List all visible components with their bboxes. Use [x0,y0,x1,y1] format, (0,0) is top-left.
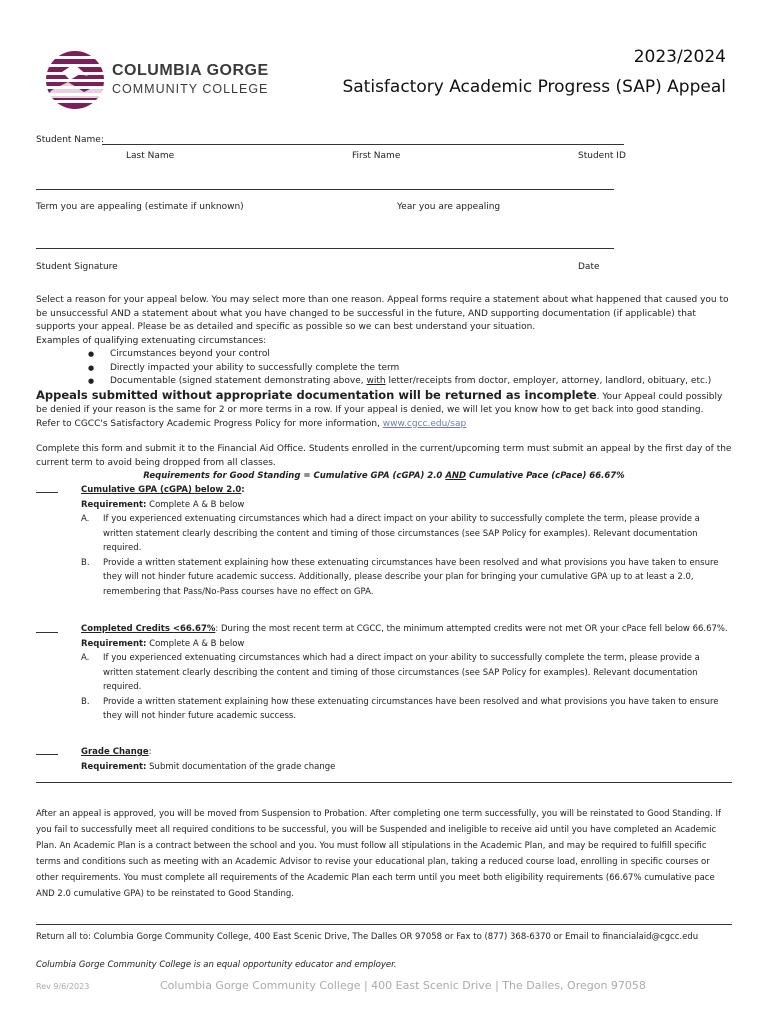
intro-section [36,294,732,484]
list-item: ● Directly impacted your ability to successfully complete the term [88,362,732,376]
revision-date: Rev 9/6/2023 [36,982,90,991]
option-credits: Completed Credits <66.67%: During the most recent term at CGCC, the minimum attempted credits were not met OR your cPace fell below 66.67%. Requirement: Complete A & B below A. If you experienced extenuating circumstances which had a direct impact on your ability to successfully complete the term, please provide a written statement clearly describing the content and timing of those circumstances (see SAP Policy for examples). Relevant documentation required. B. Provide a written statement explaining how these extenuating circumstances have been resolved and what provisions you have taken to ensure they will not hinder future academic success. [81,622,731,724]
option-title: Grade Change [81,747,149,757]
footer-address: Columbia Gorge Community College | 400 East Scenic Drive | The Dalles, Oregon 97058 [160,979,646,992]
term-line[interactable] [36,189,614,190]
examples-list [88,348,732,389]
form-year: 2023/2024 [633,47,726,67]
logo-line1: COLUMBIA GORGE [112,62,269,79]
date-label: Date [578,262,600,272]
complete-paragraph: Complete this form and submit it to the Financial Aid Office. Students enrolled in the current/upcoming term must submit an appeal by the first day of the current term to avoid being dropped from all classes. [36,444,732,468]
option-3-checkbox-line[interactable] [36,754,58,755]
requirements-heading: Requirements for Good Standing = Cumulative GPA (cGPA) 2.0 AND Cumulative Pace (cPace) 66.67% [143,471,625,481]
return-info: Return all to: Columbia Gorge Community College, 400 East Scenic Drive, The Dalles OR 97058 or Fax to (877) 368-6370 or Email to financialaid@cgcc.edu [36,932,699,942]
warning-paragraph: Appeals submitted without appropriate documentation will be returned as incomplete. Your Appeal could possibly be denied if your reason is the same for 2 or more terms in a row. If your appeal is denied, we will let you know how to get back into good standing. [36,387,723,415]
intro-paragraph: Select a reason for your appeal below. You may select more than one reason. Appeal forms require a statement about what happened that caused you to be unsuccessful AND a statement about what you have changed to be successful in the future, AND supporting documentation (if applicable) that supports your appeal. Please be as detailed and specific as possible so we can best understand your situation. [36,295,729,332]
list-item: A. If you experienced extenuating circumstances which had a direct impact on your ability to successfully complete the term, please provide a written statement clearly describing the content and timing of those circumstances (see SAP Policy for examples). Relevant documentation required. [81,653,700,692]
student-id-label: Student ID [578,151,626,161]
divider [36,782,732,783]
logo-line2: COMMUNITY COLLEGE [112,82,269,96]
option-2-checkbox-line[interactable] [36,632,58,633]
option-title: Completed Credits <66.67% [81,624,216,634]
list-item: B. Provide a written statement explaining how these extenuating circumstances have been resolved and what provisions you have taken to ensure they will not hinder future academic success. Additionally, please describe your plan for bringing your cumulative GPA up to at least a 2.0, remembering that Pass/No-Pass courses have no effect on GPA. [81,557,719,597]
divider [36,924,732,925]
option-grade-change: Grade Change: Requirement: Submit documentation of the grade change [81,747,336,772]
refer-line: Refer to CGCC's Satisfactory Academic Progress Policy for more information, www.cgcc.edu/sap [36,418,467,429]
list-item: ● Circumstances beyond your control [88,348,732,362]
list-item: B. Provide a written statement explaining how these extenuating circumstances have been resolved and what provisions you have taken to ensure they will not hinder future academic success. [81,696,719,721]
option-title: Cumulative GPA (cGPA) below 2.0 [81,485,242,495]
option-1-checkbox-line[interactable] [36,492,58,493]
signature-label: Student Signature [36,262,118,272]
option-cgpa: Cumulative GPA (cGPA) below 2.0: Requirement: Complete A & B below A. If you experienced extenuating circumstances which had a direct impact on your ability to successfully complete the term, please provide a written statement clearly describing the content and timing of those circumstances (see SAP Policy for examples). Relevant documentation required. B. Provide a written statement explaining how these extenuating circumstances have been resolved and what provisions you have taken to ensure they will not hinder future academic success. Additionally, please describe your plan for bringing your cumulative GPA up to at least a 2.0, remembering that Pass/No-Pass courses have no effect on GPA. [81,483,731,599]
student-name-line[interactable] [102,144,624,145]
last-name-label: Last Name [126,151,175,161]
signature-line[interactable] [36,248,614,249]
list-item: ● Documentable (signed statement demonstrating above, with letter/receipts from doctor, employer, attorney, landlord, obituary, etc.) [88,375,732,389]
equal-opportunity: Columbia Gorge Community College is an equal opportunity educator and employer. [36,960,397,970]
sap-policy-link[interactable]: www.cgcc.edu/sap [382,418,467,429]
year-label: Year you are appealing [397,202,501,212]
list-item: A. If you experienced extenuating circumstances which had a direct impact on your ability to successfully complete the term, please provide a written statement clearly describing the content and timing of those circumstances (see SAP Policy for examples). Relevant documentation required. [81,514,700,553]
page-title: Satisfactory Academic Progress (SAP) Appeal [342,77,726,97]
student-name-label: Student Name: [36,135,104,145]
first-name-label: First Name [352,151,401,161]
college-logo [44,50,284,110]
term-label: Term you are appealing (estimate if unknown) [36,202,244,212]
examples-label: Examples of qualifying extenuating circumstances: [36,335,267,346]
logo-mark-icon [44,50,106,110]
after-approval-paragraph: After an appeal is approved, you will be moved from Suspension to Probation. After completing one term successfully, you will be reinstated to Good Standing. If you fail to successfully meet all required conditions to be successful, you will be Suspended and ineligible to receive aid until you have completed an Academic Plan. An Academic Plan is a contract between the school and you. You must follow all stipulations in the Academic Plan, and may be required to fulfill specific terms and conditions such as meeting with an Academic Advisor to revise your educational plan, taking a reduced course load, enrolling in specific courses or other requirements. You must complete all requirements of the Academic Plan each term until you meet both eligibility requirements (66.67% cumulative pace AND 2.0 cumulative GPA) to be reinstated to Good Standing. [36,809,722,899]
